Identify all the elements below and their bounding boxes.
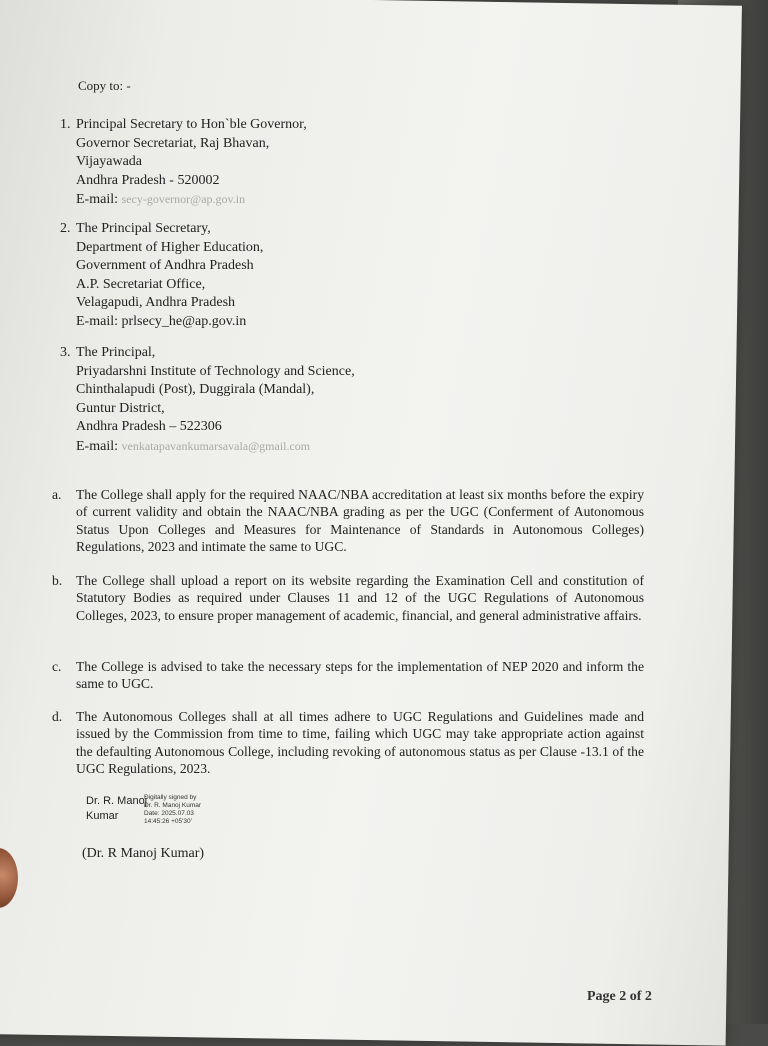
email-value: secy-governor@ap.gov.in — [121, 192, 246, 207]
copy-to-label: Copy to: - — [78, 78, 131, 93]
recipient-line: Guntur District, — [76, 400, 165, 416]
recipient-1 — [60, 116, 307, 210]
clause-label: d. — [52, 709, 63, 724]
recipient-line: Andhra Pradesh – 522306 — [76, 419, 222, 435]
clause-text: The College is advised to take the necessary steps for the implementation of NEP 2020 and inform the same to UGC. — [76, 659, 644, 692]
clause-text: The College shall upload a report on its website regarding the Examination Cell and constitution of Statutory Bodies as required under Clauses 11 and 12 of the UGC Regulations of Autonomous Colleges, 2023, to ensure proper management of academic, financial, and general administrative affairs. — [76, 573, 644, 623]
signature-stamp — [144, 794, 224, 826]
clause-label: b. — [52, 573, 63, 588]
stamp-line: Date: 2025.07.03 — [144, 810, 194, 817]
recipient-line: A.P. Secretariat Office, — [76, 276, 206, 292]
digital-signature — [86, 794, 202, 825]
page-number: Page 2 of 2 — [587, 989, 652, 1004]
clause-label: c. — [52, 659, 62, 674]
recipient-line: Priyadarshni Institute of Technology and Science, — [76, 363, 355, 379]
signature-name-line1: Dr. R. Manoj — [86, 795, 148, 807]
stamp-line: Dr. R. Manoj Kumar — [144, 802, 202, 809]
clause-label: a. — [52, 487, 62, 502]
recipient-line: Chinthalapudi (Post), Duggirala (Mandal), — [76, 382, 315, 398]
recipient-line: The Principal Secretary, — [76, 221, 211, 236]
recipient-line: Government of Andhra Pradesh — [76, 258, 254, 274]
recipient-email — [76, 313, 263, 332]
signer-name: (Dr. R Manoj Kumar) — [82, 846, 205, 861]
recipient-line: Governor Secretariat, Raj Bhavan, — [76, 135, 270, 151]
recipient-email — [76, 190, 307, 210]
signature-name-line2: Kumar — [86, 810, 119, 822]
clause-d — [52, 708, 644, 778]
recipient-line: Velagapudi, Andhra Pradesh — [76, 295, 236, 311]
clause-text: The Autonomous Colleges shall at all times adhere to UGC Regulations and Guidelines made and issued by the Commission from time to time, failing which UGC may take appropriate action against the defaulting Autonomous College, including revoking of autonomous status as per Clause -13.1 of the UGC Regulations, 2023. — [76, 709, 644, 777]
recipient-number: 3. — [60, 345, 71, 360]
stamp-line: Digitally signed by — [144, 794, 197, 801]
email-label: E-mail: — [76, 313, 118, 329]
recipient-email — [76, 437, 355, 457]
stamp-line: 14:45:26 +05'30' — [144, 818, 192, 825]
clause-c — [52, 658, 644, 693]
email-label: E-mail: — [76, 438, 118, 454]
clause-b — [52, 572, 644, 624]
recipient-number: 2. — [60, 221, 71, 236]
email-value: venkatapavankumarsavala@gmail.com — [121, 438, 311, 453]
clause-a — [52, 486, 644, 556]
recipient-line: Andhra Pradesh - 520002 — [76, 172, 220, 188]
recipient-line: The Principal, — [76, 345, 156, 360]
recipient-line: Principal Secretary to Hon`ble Governor, — [76, 117, 307, 132]
clause-text: The College shall apply for the required NAAC/NBA accreditation at least six months before the expiry of current validity and obtain the NAAC/NBA grading as per the UGC (Conferment of Autonomous Status Upon Colleges and Measures for Maintenance of Standards in Autonomous Colleges) Regulations, 2023 and intimate the same to UGC. — [76, 487, 644, 555]
recipient-line: Vijayawada — [76, 154, 143, 170]
email-value: prlsecy_he@ap.gov.in — [121, 313, 247, 329]
email-label: E-mail: — [76, 192, 118, 208]
recipient-line: Department of Higher Education, — [76, 239, 264, 255]
recipient-2 — [60, 220, 263, 332]
recipient-3 — [60, 344, 355, 457]
recipient-number: 1. — [60, 117, 71, 132]
